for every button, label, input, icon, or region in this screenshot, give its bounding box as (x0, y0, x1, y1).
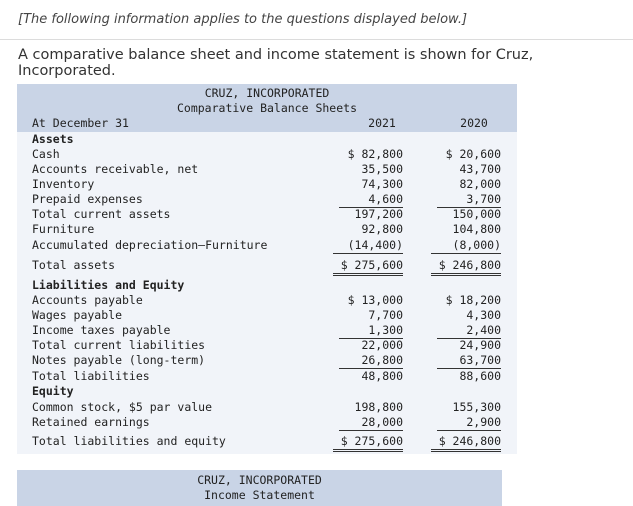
equity-heading-row (17, 384, 517, 399)
column-header-row (17, 116, 517, 131)
value-2020: 150,000 (452, 207, 501, 221)
income-statement-title: Income Statement (204, 488, 315, 502)
table-row (17, 258, 517, 273)
table-row (17, 415, 517, 430)
row-label: Accounts receivable, net (32, 162, 199, 176)
value-2020: 2,900 (437, 415, 501, 431)
value-2020: 88,600 (459, 369, 501, 383)
table-row (17, 162, 517, 177)
table-row (17, 293, 517, 308)
row-label: Total assets (32, 258, 116, 272)
table-row (17, 147, 517, 162)
value-2021: 28,000 (339, 415, 403, 431)
value-2021: 26,800 (339, 353, 403, 369)
row-label: Furniture (32, 222, 95, 236)
income-company-name: CRUZ, INCORPORATED (197, 473, 322, 487)
intro-text: A comparative balance sheet and income statement is shown for Cruz, Incorporated. (18, 47, 534, 79)
value-2021: 92,800 (361, 222, 403, 236)
assets-heading-row (17, 132, 517, 147)
assets-heading: Assets (32, 132, 74, 146)
row-label: Total current assets (32, 207, 171, 221)
divider (0, 39, 633, 40)
value-2021: $ 275,600 (333, 258, 403, 276)
table-row (17, 353, 517, 368)
company-name: CRUZ, INCORPORATED (204, 86, 330, 100)
company-name-row (17, 86, 517, 101)
value-2020: 4,300 (466, 308, 501, 322)
balance-sheet-table (17, 84, 517, 454)
table-row (17, 323, 517, 338)
table-row (17, 207, 517, 222)
value-2020: 43,700 (459, 162, 501, 176)
statement-title-row (17, 101, 517, 116)
row-label: Accounts payable (32, 293, 143, 307)
row-label: Accumulated depreciation—Furniture (32, 238, 268, 252)
table-row (17, 222, 517, 237)
col-header-2021: 2021 (368, 116, 396, 130)
value-2021: 197,200 (354, 207, 403, 221)
table-row (17, 434, 517, 449)
value-2020: $ 246,800 (431, 258, 501, 276)
row-label: Notes payable (long-term) (32, 353, 206, 367)
value-2021: 7,700 (368, 308, 403, 322)
statement-title: Comparative Balance Sheets (176, 101, 357, 115)
value-2021: 48,800 (361, 369, 403, 383)
value-2020: 24,900 (459, 338, 501, 352)
value-2020: 2,400 (437, 323, 501, 339)
row-label: Common stock, $5 par value (32, 400, 213, 414)
value-2020: 104,800 (452, 222, 501, 236)
table-row (17, 177, 517, 192)
row-label: Income taxes payable (32, 323, 171, 337)
value-2020: 82,000 (459, 177, 501, 191)
value-2020: $ 18,200 (445, 293, 501, 307)
value-2021: $ 275,600 (333, 434, 403, 452)
value-2021: 35,500 (361, 162, 403, 176)
date-label: At December 31 (32, 116, 129, 130)
value-2021: $ 13,000 (347, 293, 403, 307)
table-row (17, 238, 517, 253)
value-2020: $ 20,600 (445, 147, 501, 161)
value-2020: (8,000) (431, 238, 501, 254)
equity-heading: Equity (32, 384, 74, 398)
row-label: Cash (32, 147, 60, 161)
liabilities-heading-row (17, 278, 517, 293)
table-row (17, 338, 517, 353)
table-row (17, 308, 517, 323)
row-label: Total current liabilities (32, 338, 206, 352)
value-2021: 22,000 (361, 338, 403, 352)
row-label: Total liabilities and equity (32, 434, 226, 448)
value-2020: 155,300 (452, 400, 501, 414)
value-2021: 74,300 (361, 177, 403, 191)
value-2021: 1,300 (339, 323, 403, 339)
row-label: Total liabilities (32, 369, 150, 383)
table-row (17, 192, 517, 207)
row-label: Prepaid expenses (32, 192, 143, 206)
col-header-2020: 2020 (460, 116, 488, 130)
instruction-note: [The following information applies to the questions displayed below.] (18, 12, 468, 27)
value-2020: 63,700 (437, 353, 501, 369)
table-row (17, 400, 517, 415)
value-2021: (14,400) (333, 238, 403, 254)
income-statement-header (17, 470, 502, 506)
row-label: Inventory (32, 177, 95, 191)
table-row (17, 369, 517, 384)
value-2021: $ 82,800 (347, 147, 403, 161)
value-2020: $ 246,800 (431, 434, 501, 452)
liabilities-heading: Liabilities and Equity (32, 278, 185, 292)
row-label: Wages payable (32, 308, 123, 322)
value-2021: 4,600 (339, 192, 403, 208)
row-label: Retained earnings (32, 415, 150, 429)
value-2021: 198,800 (354, 400, 403, 414)
value-2020: 3,700 (437, 192, 501, 208)
